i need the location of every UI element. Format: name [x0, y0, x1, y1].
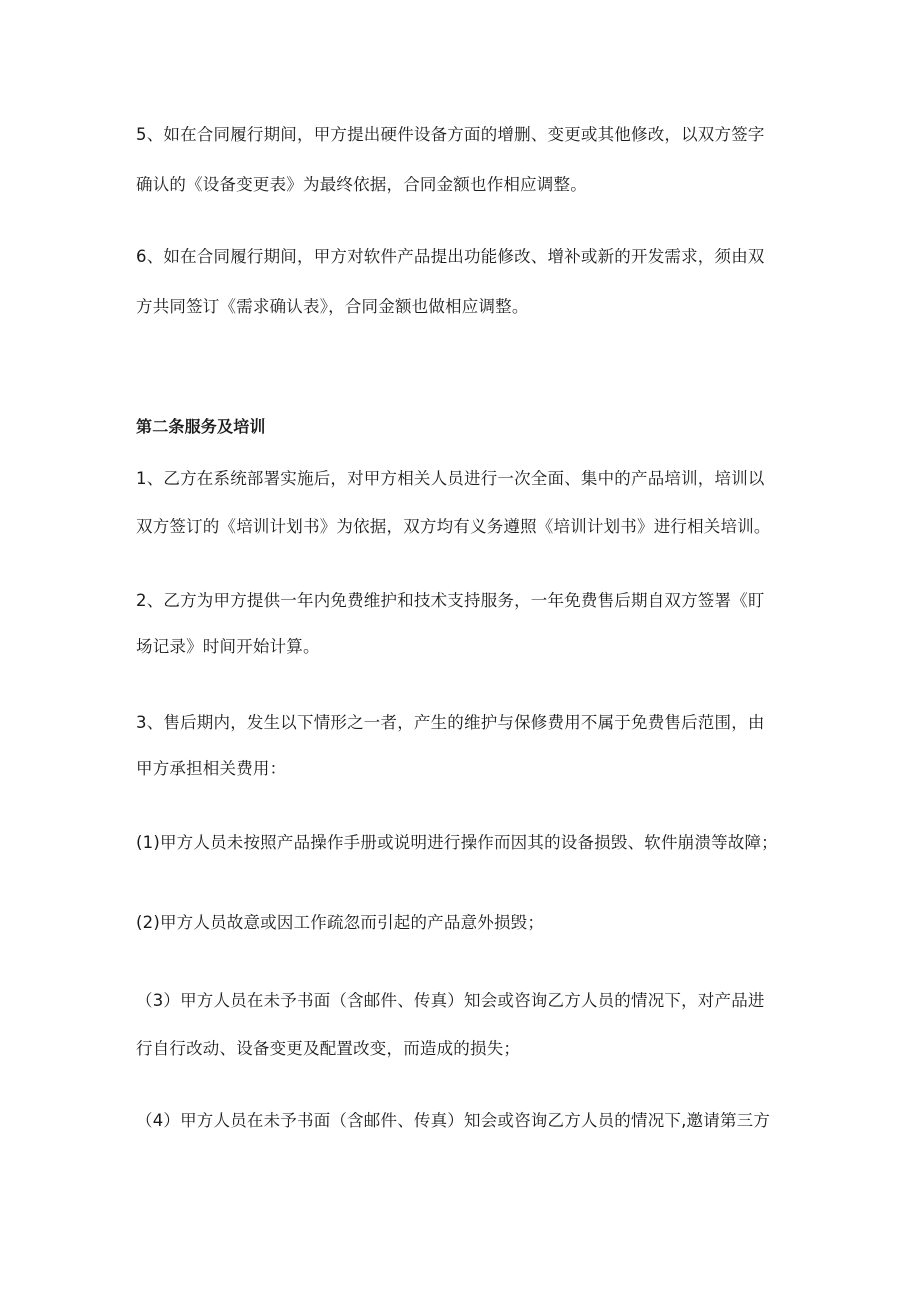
s-item-3-line-1: 3、售后期内，发生以下情形之一者，产生的维护与保修费用不属于免费售后范围，由: [136, 713, 765, 732]
sub-item-4-line-1: （4）甲方人员在未予书面（含邮件、传真）知会或咨询乙方人员的情况下,邀请第三方: [136, 1111, 771, 1130]
item-6-line-1: 6、如在合同履行期间，甲方对软件产品提出功能修改、增补或新的开发需求，须由双: [136, 247, 765, 266]
sub-item-2: (2)甲方人员故意或因工作疏忽而引起的产品意外损毁；: [136, 913, 545, 932]
item-5-line-2: 确认的《设备变更表》为最终依据，合同金额也作相应调整。: [136, 175, 587, 194]
s-item-3-line-2: 甲方承担相关费用：: [136, 759, 287, 778]
section-heading: 第二条服务及培训: [136, 417, 266, 436]
s-item-2-line-1: 2、乙方为甲方提供一年内免费维护和技术支持服务，一年免费售后期自双方签署《盯: [136, 591, 765, 610]
s-item-1-line-1: 1、乙方在系统部署实施后，对甲方相关人员进行一次全面、集中的产品培训，培训以: [136, 469, 765, 488]
item-6-line-2: 方共同签订《需求确认表》，合同金额也做相应调整。: [136, 297, 529, 316]
sub-item-3-line-1: （3）甲方人员在未予书面（含邮件、传真）知会或咨询乙方人员的情况下，对产品进: [136, 991, 765, 1010]
sub-item-1: (1)甲方人员未按照产品操作手册或说明进行操作而因其的设备损毁、软件崩溃等故障；: [136, 833, 778, 852]
s-item-1-line-2: 双方签订的《培训计划书》为依据，双方均有义务遵照《培训计划书》进行相关培训。: [136, 517, 771, 536]
item-5-line-1: 5、如在合同履行期间，甲方提出硬件设备方面的增删、变更或其他修改，以双方签字: [136, 125, 765, 144]
s-item-2-line-2: 场记录》时间开始计算。: [136, 637, 320, 656]
sub-item-3-line-2: 行自行改动、设备变更及配置改变，而造成的损失；: [136, 1039, 521, 1058]
